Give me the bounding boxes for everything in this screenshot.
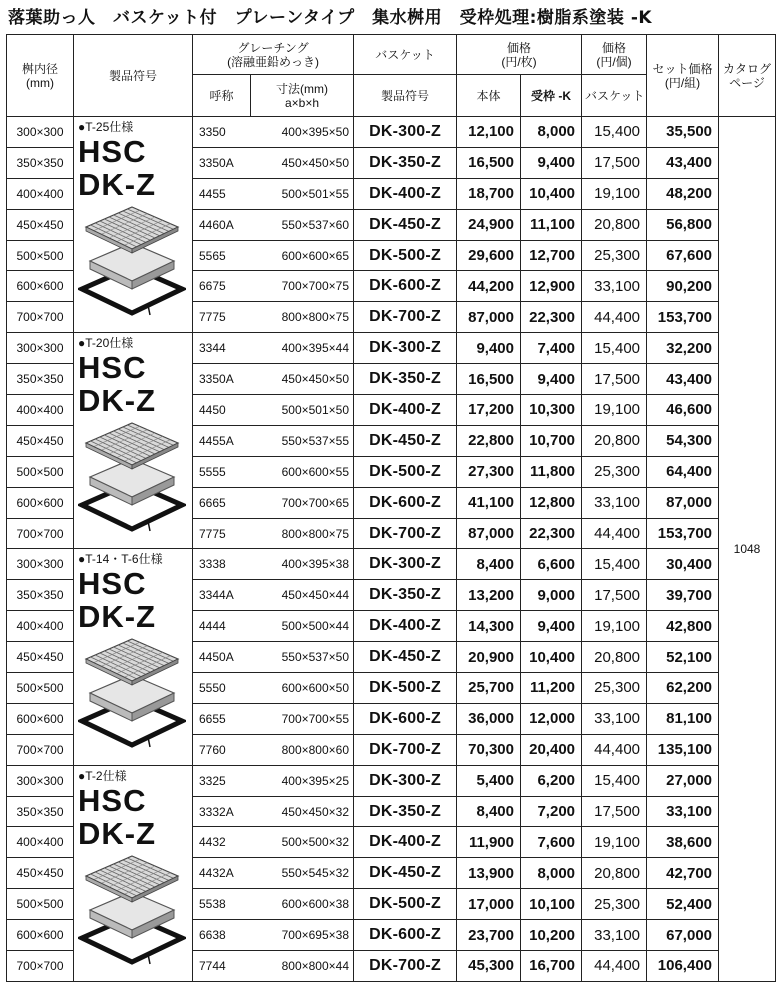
header-set-price: セット価格 (円/組) [647, 35, 719, 117]
grating-code-cell: 7775 [193, 518, 251, 549]
load-spec-label: ●T-14・T-6仕様 [78, 552, 163, 567]
basket-price-cell: 33,100 [582, 920, 647, 951]
set-price-cell: 43,400 [647, 364, 719, 395]
set-price-cell: 38,600 [647, 827, 719, 858]
body-price-cell: 13,900 [457, 858, 521, 889]
basin-size-cell: 600×600 [7, 271, 74, 302]
body-price-cell: 27,300 [457, 456, 521, 487]
grating-code-cell: 3350A [193, 364, 251, 395]
grating-code-cell: 3344A [193, 580, 251, 611]
grating-basket-image [78, 637, 186, 749]
body-price-cell: 87,000 [457, 518, 521, 549]
grating-code-cell: 5550 [193, 673, 251, 704]
set-price-cell: 42,800 [647, 611, 719, 642]
basin-size-cell: 400×400 [7, 395, 74, 426]
basket-code-cell: DK-600-Z [354, 920, 457, 951]
body-price-cell: 36,000 [457, 703, 521, 734]
grating-code-cell: 4455A [193, 425, 251, 456]
set-price-cell: 52,400 [647, 889, 719, 920]
grating-code-cell: 3332A [193, 796, 251, 827]
set-price-cell: 33,100 [647, 796, 719, 827]
basket-code-cell: DK-450-Z [354, 209, 457, 240]
basket-code-cell: DK-500-Z [354, 889, 457, 920]
basket-price-cell: 20,800 [582, 425, 647, 456]
basket-price-cell: 44,400 [582, 951, 647, 982]
header-basket-price: バスケット [582, 75, 647, 117]
basket-price-cell: 15,400 [582, 117, 647, 148]
body-price-cell: 17,200 [457, 395, 521, 426]
body-price-cell: 12,100 [457, 117, 521, 148]
body-price-cell: 29,600 [457, 240, 521, 271]
basket-code-cell: DK-450-Z [354, 425, 457, 456]
frame-price-cell: 10,400 [521, 178, 582, 209]
set-price-cell: 54,300 [647, 425, 719, 456]
grating-dimension-cell: 400×395×44 [251, 333, 354, 364]
product-name-line-1: HSC [78, 566, 147, 602]
table-row [7, 549, 776, 580]
basin-size-cell: 600×600 [7, 920, 74, 951]
product-name-line-2: DK-Z [78, 815, 157, 851]
set-price-cell: 81,100 [647, 703, 719, 734]
set-price-cell: 153,700 [647, 518, 719, 549]
body-price-cell: 24,900 [457, 209, 521, 240]
basket-price-cell: 33,100 [582, 271, 647, 302]
product-name-line-2: DK-Z [78, 383, 157, 419]
grating-dimension-cell: 700×700×55 [251, 703, 354, 734]
basket-price-cell: 44,400 [582, 518, 647, 549]
grating-dimension-cell: 700×700×75 [251, 271, 354, 302]
header-grating: グレーチング (溶融亜鉛めっき) [193, 35, 354, 75]
frame-price-cell: 8,000 [521, 117, 582, 148]
body-price-cell: 16,500 [457, 147, 521, 178]
grating-dimension-cell: 550×537×50 [251, 642, 354, 673]
frame-price-cell: 16,700 [521, 951, 582, 982]
set-price-cell: 87,000 [647, 487, 719, 518]
grating-code-cell: 5555 [193, 456, 251, 487]
basket-price-cell: 15,400 [582, 549, 647, 580]
basket-code-cell: DK-300-Z [354, 117, 457, 148]
body-price-cell: 20,900 [457, 642, 521, 673]
basin-size-cell: 700×700 [7, 518, 74, 549]
table-row [7, 765, 776, 796]
grating-code-cell: 5565 [193, 240, 251, 271]
set-price-cell: 35,500 [647, 117, 719, 148]
grating-dimension-cell: 450×450×50 [251, 147, 354, 178]
frame-price-cell: 6,200 [521, 765, 582, 796]
basket-price-cell: 20,800 [582, 642, 647, 673]
body-price-cell: 70,300 [457, 734, 521, 765]
frame-price-cell: 12,900 [521, 271, 582, 302]
grating-dimension-cell: 800×800×75 [251, 302, 354, 333]
header-price-sheet: 価格 (円/枚) [457, 35, 582, 75]
grating-code-cell: 3325 [193, 765, 251, 796]
basin-size-cell: 450×450 [7, 209, 74, 240]
basket-price-cell: 33,100 [582, 703, 647, 734]
grating-dimension-cell: 600×600×55 [251, 456, 354, 487]
body-price-cell: 23,700 [457, 920, 521, 951]
body-price-cell: 44,200 [457, 271, 521, 302]
set-price-cell: 27,000 [647, 765, 719, 796]
set-price-cell: 30,400 [647, 549, 719, 580]
frame-price-cell: 10,300 [521, 395, 582, 426]
header-basket-code: 製品符号 [354, 75, 457, 117]
grating-dimension-cell: 700×695×38 [251, 920, 354, 951]
basket-code-cell: DK-600-Z [354, 703, 457, 734]
set-price-cell: 32,200 [647, 333, 719, 364]
basket-code-cell: DK-450-Z [354, 642, 457, 673]
grating-dimension-cell: 800×800×44 [251, 951, 354, 982]
basket-price-cell: 17,500 [582, 147, 647, 178]
load-spec-label: ●T-25仕様 [78, 120, 134, 134]
product-cell [74, 333, 193, 549]
basket-code-cell: DK-700-Z [354, 302, 457, 333]
basket-code-cell: DK-300-Z [354, 549, 457, 580]
body-price-cell: 25,700 [457, 673, 521, 704]
grating-dimension-cell: 500×500×32 [251, 827, 354, 858]
basin-size-cell: 500×500 [7, 240, 74, 271]
frame-price-cell: 9,400 [521, 611, 582, 642]
body-price-cell: 17,000 [457, 889, 521, 920]
set-price-cell: 52,100 [647, 642, 719, 673]
frame-price-cell: 11,800 [521, 456, 582, 487]
grating-code-cell: 4432A [193, 858, 251, 889]
grating-dimension-cell: 500×501×50 [251, 395, 354, 426]
load-spec-label: ●T-20仕様 [78, 336, 134, 351]
frame-price-cell: 8,000 [521, 858, 582, 889]
product-name-line-2: DK-Z [78, 599, 157, 635]
basket-price-cell: 25,300 [582, 240, 647, 271]
basket-code-cell: DK-400-Z [354, 827, 457, 858]
frame-price-cell: 20,400 [521, 734, 582, 765]
basin-size-cell: 700×700 [7, 951, 74, 982]
basket-price-cell: 44,400 [582, 302, 647, 333]
basket-code-cell: DK-400-Z [354, 611, 457, 642]
grating-dimension-cell: 550×537×55 [251, 425, 354, 456]
grating-code-cell: 4450 [193, 395, 251, 426]
header-basket: バスケット [354, 35, 457, 75]
grating-code-cell: 7744 [193, 951, 251, 982]
grating-code-cell: 4450A [193, 642, 251, 673]
basket-price-cell: 20,800 [582, 858, 647, 889]
body-price-cell: 45,300 [457, 951, 521, 982]
basket-price-cell: 17,500 [582, 796, 647, 827]
basin-size-cell: 500×500 [7, 889, 74, 920]
grating-code-cell: 4455 [193, 178, 251, 209]
basket-code-cell: DK-500-Z [354, 673, 457, 704]
basket-code-cell: DK-700-Z [354, 734, 457, 765]
basket-price-cell: 19,100 [582, 395, 647, 426]
set-price-cell: 106,400 [647, 951, 719, 982]
grating-basket-image [78, 854, 186, 966]
set-price-cell: 42,700 [647, 858, 719, 889]
frame-price-cell: 10,100 [521, 889, 582, 920]
frame-price-cell: 7,400 [521, 333, 582, 364]
frame-price-cell: 9,400 [521, 147, 582, 178]
set-price-cell: 64,400 [647, 456, 719, 487]
basket-code-cell: DK-600-Z [354, 271, 457, 302]
grating-dimension-cell: 550×537×60 [251, 209, 354, 240]
grating-code-cell: 6655 [193, 703, 251, 734]
body-price-cell: 22,800 [457, 425, 521, 456]
basin-size-cell: 700×700 [7, 734, 74, 765]
product-cell [74, 117, 193, 333]
basket-price-cell: 19,100 [582, 611, 647, 642]
grating-dimension-cell: 400×395×38 [251, 549, 354, 580]
basket-price-cell: 19,100 [582, 178, 647, 209]
basin-size-cell: 600×600 [7, 703, 74, 734]
basket-code-cell: DK-350-Z [354, 796, 457, 827]
body-price-cell: 13,200 [457, 580, 521, 611]
grating-code-cell: 7775 [193, 302, 251, 333]
grating-dimension-cell: 800×800×60 [251, 734, 354, 765]
basket-code-cell: DK-350-Z [354, 147, 457, 178]
basket-code-cell: DK-350-Z [354, 580, 457, 611]
set-price-cell: 43,400 [647, 147, 719, 178]
product-name-line-2: DK-Z [78, 167, 157, 202]
body-price-cell: 11,900 [457, 827, 521, 858]
frame-price-cell: 10,400 [521, 642, 582, 673]
basin-size-cell: 450×450 [7, 425, 74, 456]
basin-size-cell: 350×350 [7, 147, 74, 178]
grating-dimension-cell: 500×500×44 [251, 611, 354, 642]
basket-code-cell: DK-700-Z [354, 951, 457, 982]
body-price-cell: 18,700 [457, 178, 521, 209]
product-name-line-1: HSC [78, 134, 147, 169]
basket-code-cell: DK-400-Z [354, 395, 457, 426]
grating-dimension-cell: 450×450×50 [251, 364, 354, 395]
basket-price-cell: 15,400 [582, 333, 647, 364]
grating-dimension-cell: 700×700×65 [251, 487, 354, 518]
basin-size-cell: 400×400 [7, 827, 74, 858]
basin-size-cell: 400×400 [7, 178, 74, 209]
basket-price-cell: 20,800 [582, 209, 647, 240]
set-price-cell: 67,000 [647, 920, 719, 951]
product-cell [74, 549, 193, 765]
set-price-cell: 62,200 [647, 673, 719, 704]
grating-code-cell: 5538 [193, 889, 251, 920]
body-price-cell: 14,300 [457, 611, 521, 642]
basket-code-cell: DK-300-Z [354, 765, 457, 796]
grating-dimension-cell: 450×450×32 [251, 796, 354, 827]
basin-size-cell: 300×300 [7, 765, 74, 796]
basin-size-cell: 500×500 [7, 456, 74, 487]
basin-size-cell: 300×300 [7, 549, 74, 580]
frame-price-cell: 7,200 [521, 796, 582, 827]
frame-price-cell: 9,000 [521, 580, 582, 611]
frame-price-cell: 6,600 [521, 549, 582, 580]
grating-code-cell: 6665 [193, 487, 251, 518]
header-basin-size: 桝内径 (mm) [7, 35, 74, 117]
grating-code-cell: 4432 [193, 827, 251, 858]
basket-code-cell: DK-700-Z [354, 518, 457, 549]
body-price-cell: 87,000 [457, 302, 521, 333]
basket-code-cell: DK-500-Z [354, 456, 457, 487]
basket-price-cell: 25,300 [582, 673, 647, 704]
body-price-cell: 5,400 [457, 765, 521, 796]
basket-price-cell: 17,500 [582, 364, 647, 395]
grating-dimension-cell: 500×501×55 [251, 178, 354, 209]
page-title: 落葉助っ人 バスケット付 プレーンタイプ 集水桝用 受枠処理:樹脂系塗装 -K [8, 8, 653, 28]
grating-code-cell: 7760 [193, 734, 251, 765]
grating-dimension-cell: 450×450×44 [251, 580, 354, 611]
basket-price-cell: 33,100 [582, 487, 647, 518]
basin-size-cell: 300×300 [7, 333, 74, 364]
grating-code-cell: 4444 [193, 611, 251, 642]
grating-dimension-cell: 550×545×32 [251, 858, 354, 889]
grating-code-cell: 3350 [193, 117, 251, 148]
header-price-each: 価格 (円/個) [582, 35, 647, 75]
basin-size-cell: 450×450 [7, 642, 74, 673]
basket-price-cell: 25,300 [582, 456, 647, 487]
frame-price-cell: 12,700 [521, 240, 582, 271]
basin-size-cell: 600×600 [7, 487, 74, 518]
grating-code-cell: 4460A [193, 209, 251, 240]
grating-dimension-cell: 400×395×50 [251, 117, 354, 148]
catalog-page-cell: 1048 [719, 117, 776, 982]
body-price-cell: 9,400 [457, 333, 521, 364]
basin-size-cell: 350×350 [7, 580, 74, 611]
set-price-cell: 56,800 [647, 209, 719, 240]
basket-code-cell: DK-350-Z [354, 364, 457, 395]
frame-price-cell: 22,300 [521, 302, 582, 333]
basket-code-cell: DK-500-Z [354, 240, 457, 271]
grating-code-cell: 6675 [193, 271, 251, 302]
basin-size-cell: 700×700 [7, 302, 74, 333]
header-body-price: 本体 [457, 75, 521, 117]
header-product-code: 製品符号 [74, 35, 193, 117]
body-price-cell: 8,400 [457, 796, 521, 827]
grating-dimension-cell: 600×600×38 [251, 889, 354, 920]
grating-dimension-cell: 600×600×50 [251, 673, 354, 704]
set-price-cell: 67,600 [647, 240, 719, 271]
basin-size-cell: 500×500 [7, 673, 74, 704]
header-grating-dimensions: 寸法(mm) a×b×h [251, 75, 354, 117]
set-price-cell: 135,100 [647, 734, 719, 765]
basin-size-cell: 350×350 [7, 796, 74, 827]
grating-dimension-cell: 800×800×75 [251, 518, 354, 549]
header-catalog-page: カタログ ページ [719, 35, 776, 117]
set-price-cell: 46,600 [647, 395, 719, 426]
body-price-cell: 41,100 [457, 487, 521, 518]
frame-price-cell: 11,200 [521, 673, 582, 704]
grating-code-cell: 3344 [193, 333, 251, 364]
product-cell [74, 765, 193, 981]
body-price-cell: 16,500 [457, 364, 521, 395]
frame-price-cell: 12,800 [521, 487, 582, 518]
basket-price-cell: 17,500 [582, 580, 647, 611]
body-price-cell: 8,400 [457, 549, 521, 580]
basket-code-cell: DK-450-Z [354, 858, 457, 889]
price-table [6, 34, 776, 982]
basin-size-cell: 350×350 [7, 364, 74, 395]
set-price-cell: 153,700 [647, 302, 719, 333]
set-price-cell: 48,200 [647, 178, 719, 209]
load-spec-label: ●T-2仕様 [78, 768, 127, 783]
set-price-cell: 39,700 [647, 580, 719, 611]
basket-price-cell: 44,400 [582, 734, 647, 765]
set-price-cell: 90,200 [647, 271, 719, 302]
basket-code-cell: DK-400-Z [354, 178, 457, 209]
basket-code-cell: DK-600-Z [354, 487, 457, 518]
basin-size-cell: 450×450 [7, 858, 74, 889]
grating-code-cell: 3338 [193, 549, 251, 580]
grating-code-cell: 3350A [193, 147, 251, 178]
product-name-line-1: HSC [78, 350, 147, 386]
basin-size-cell: 400×400 [7, 611, 74, 642]
frame-price-cell: 10,200 [521, 920, 582, 951]
product-name-line-1: HSC [78, 782, 147, 818]
basket-code-cell: DK-300-Z [354, 333, 457, 364]
frame-price-cell: 10,700 [521, 425, 582, 456]
table-row [7, 117, 776, 148]
grating-basket-image [78, 205, 186, 317]
grating-code-cell: 6638 [193, 920, 251, 951]
frame-price-cell: 12,000 [521, 703, 582, 734]
grating-dimension-cell: 600×600×65 [251, 240, 354, 271]
frame-price-cell: 22,300 [521, 518, 582, 549]
table-row [7, 333, 776, 364]
grating-dimension-cell: 400×395×25 [251, 765, 354, 796]
frame-price-cell: 11,100 [521, 209, 582, 240]
basket-price-cell: 15,400 [582, 765, 647, 796]
basket-price-cell: 19,100 [582, 827, 647, 858]
frame-price-cell: 7,600 [521, 827, 582, 858]
header-grating-name: 呼称 [193, 75, 251, 117]
frame-price-cell: 9,400 [521, 364, 582, 395]
grating-basket-image [78, 421, 186, 533]
basket-price-cell: 25,300 [582, 889, 647, 920]
header-frame-price: 受枠 -K [521, 75, 582, 117]
basin-size-cell: 300×300 [7, 117, 74, 148]
